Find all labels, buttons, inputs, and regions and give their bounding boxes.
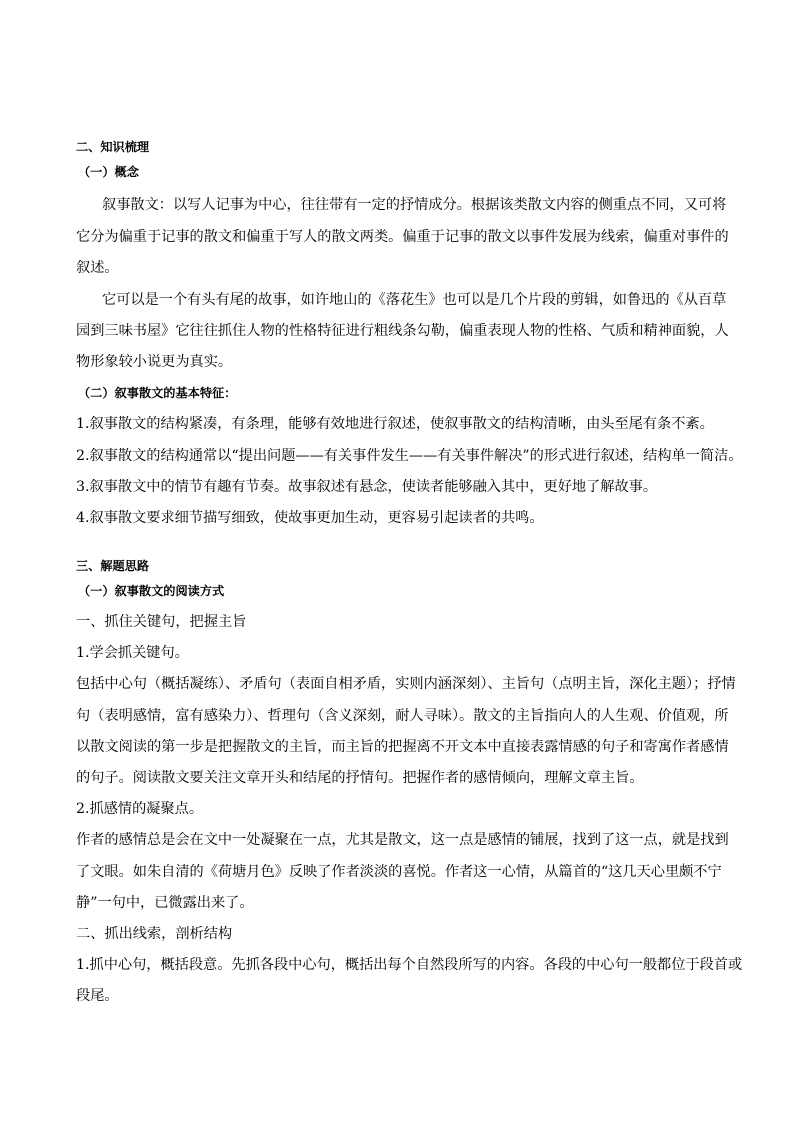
subheading-features: （二）叙事散文的基本特征： xyxy=(78,386,237,400)
subheading-reading-method: （一）叙事散文的阅读方式 xyxy=(78,584,225,598)
paragraph-line: 句（表明感情，富有感染力）、哲理句（含义深刻，耐人寻味）。散文的主旨指向人的人生观、价值观，所 xyxy=(76,708,729,724)
paragraph-line: 园到三味书屋》它往往抓住人物的性格特征进行粗线条勾勒，偏重表现人物的性格、气质和精神面貌，人 xyxy=(76,323,729,339)
feature-item: 3.叙事散文中的情节有趣有节奏。故事叙述有悬念，使读者能够融入其中，更好地了解故事。 xyxy=(76,479,658,495)
paragraph-line: 静”一句中，已微露出来了。 xyxy=(76,895,254,911)
point-heading: 一、抓住关键句，把握主旨 xyxy=(76,614,247,630)
paragraph-line: 作者的感情总是会在文中一处凝聚在一点，尤其是散文，这一点是感情的铺展，找到了这一点，就是找到 xyxy=(76,832,729,848)
paragraph-line: 包括中心句（概括凝练）、矛盾句（表面自相矛盾，实则内涵深刻）、主旨句（点明主旨，深化主题）；抒情 xyxy=(76,676,736,692)
paragraph-line: 物形象较小说更为真实。 xyxy=(76,354,233,370)
list-item: 段尾。 xyxy=(76,988,119,1004)
paragraph-line: 以散文阅读的第一步是把握散文的主旨，而主旨的把握离不开文本中直接表露情感的句子和寄寓作者感情 xyxy=(76,739,729,755)
feature-item: 1.叙事散文的结构紧凑，有条理，能够有效地进行叙述，使叙事散文的结构清晰，由头至尾有条不紊。 xyxy=(76,416,714,432)
list-item: 1.学会抓关键句。 xyxy=(76,645,189,661)
subheading-concept: （一）概念 xyxy=(78,165,139,179)
section-heading-approach: 三、解题思路 xyxy=(76,559,150,573)
paragraph-line: 叙事散文：以写人记事为中心，往往带有一定的抒情成分。根据该类散文内容的侧重点不同，又可将 xyxy=(102,197,727,213)
paragraph-line: 它分为偏重于记事的散文和偏重于写人的散文两类。偏重于记事的散文以事件发展为线索，偏重对事件的 xyxy=(76,229,729,245)
section-heading-knowledge: 二、知识梳理 xyxy=(76,140,150,154)
paragraph-line: 了文眼。如朱自清的《荷塘月色》反映了作者淡淡的喜悦。作者这一心情，从篇首的“这几天心里颇不宁 xyxy=(76,864,722,880)
feature-item: 2.叙事散文的结构通常以“提出问题——有关事件发生——有关事件解决”的形式进行叙述，结构单一简洁。 xyxy=(76,448,743,464)
list-item: 2.抓感情的凝聚点。 xyxy=(76,801,204,817)
list-item: 1.抓中心句，概括段意。先抓各段中心句，概括出每个自然段所写的内容。各段的中心句一般都位于段首或 xyxy=(76,957,743,973)
point-heading: 二、抓出线索，剖析结构 xyxy=(76,926,233,942)
feature-item: 4.叙事散文要求细节描写细致，使故事更加生动，更容易引起读者的共鸣。 xyxy=(76,510,544,526)
paragraph-line: 的句子。阅读散文要关注文章开头和结尾的抒情句。把握作者的感情倾向，理解文章主旨。 xyxy=(76,770,644,786)
paragraph-line: 叙述。 xyxy=(76,260,119,276)
paragraph-line: 它可以是一个有头有尾的故事，如许地山的《落花生》也可以是几个片段的剪辑，如鲁迅的《从百草 xyxy=(102,292,727,308)
